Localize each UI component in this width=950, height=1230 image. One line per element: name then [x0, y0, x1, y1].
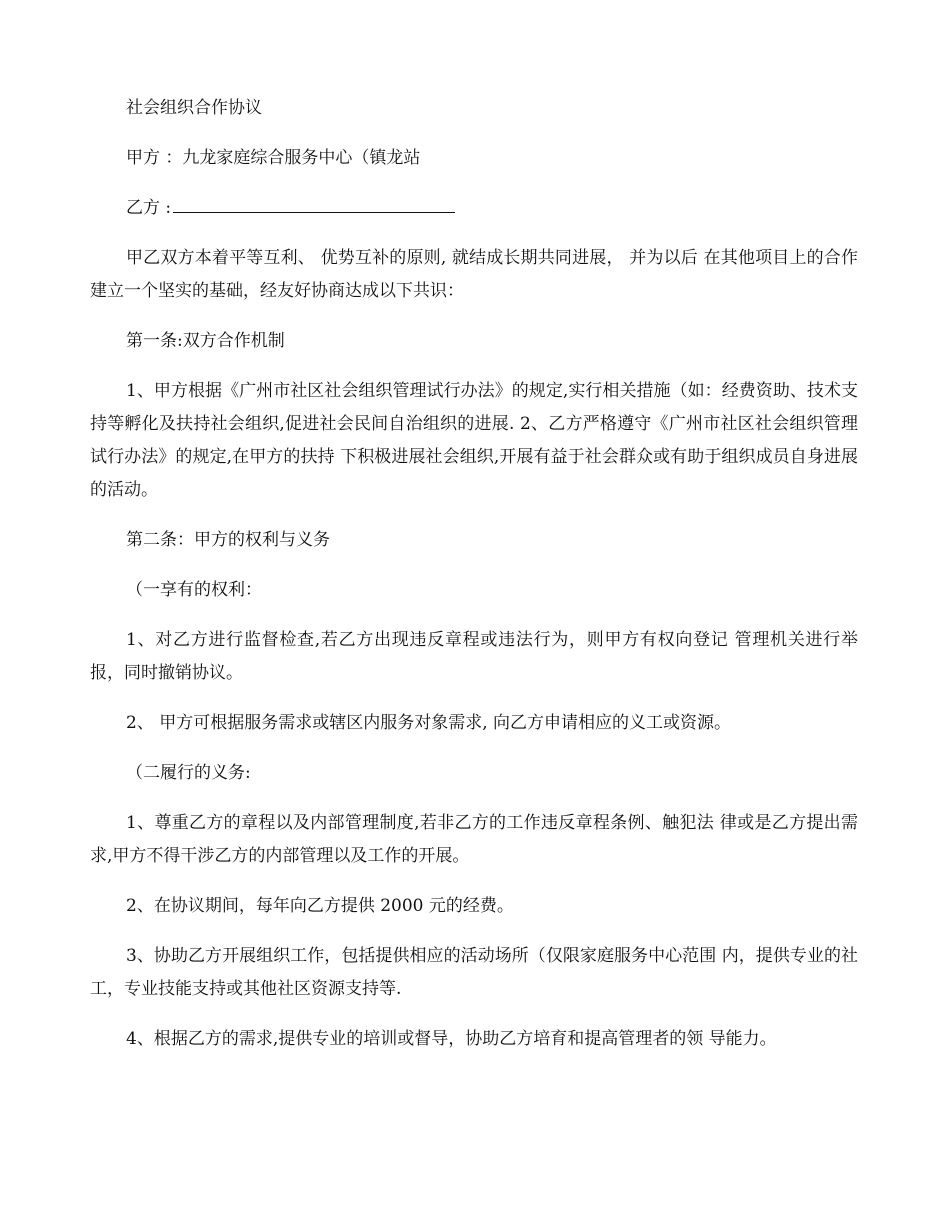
duty-item-2: 2、在协议期间，每年向乙方提供 2000 元的经费。: [126, 896, 514, 916]
intro-paragraph: 甲乙双方本着平等互利、 优势互补的原则, 就结成长期共同进展， 并为以后 在其他项目上的合作建立一个坚实的基础，经友好协商达成以下共识：: [90, 248, 858, 301]
document-body: [90, 92, 858, 1056]
party-b-line: [90, 192, 858, 225]
document-title: 社会组织合作协议: [126, 98, 262, 118]
duties-heading: （二履行的义务:: [126, 763, 251, 783]
right-item-1: 1、对乙方进行监督检查,若乙方出现违反章程或违法行为，则甲方有权向登记 管理机关进行举报，同时撤销协议。: [90, 630, 858, 683]
article1-body: 1、甲方根据《广州市社区社会组织管理试行办法》的规定,实行相关措施（如：经费资助、技术支持等孵化及扶持社会组织,促进社会民间自治组织的进展. 2、乙方严格遵守《广州市社区社会组织管理试行办法》的规定,在甲方的扶持 下积极进展社会组织,开展有益于社会群众或有助于组织成员自身进展的活动。: [90, 381, 858, 500]
duty-item-1: 1、尊重乙方的章程以及内部管理制度,若非乙方的工作违反章程条例、触犯法 律或是乙方提出需求,甲方不得干涉乙方的内部管理以及工作的开展。: [90, 813, 858, 866]
duty-item-4: 4、根据乙方的需求,提供专业的培训或督导，协助乙方培育和提高管理者的领 导能力。: [126, 1029, 777, 1049]
duty-item-3: 3、协助乙方开展组织工作，包括提供相应的活动场所（仅限家庭服务中心范围 内，提供专业的社工，专业技能支持或其他社区资源支持等.: [90, 946, 858, 999]
party-a-line: 甲方 ：九龙家庭综合服务中心（镇龙站: [126, 148, 421, 168]
party-b-blank-field: [173, 192, 455, 213]
right-item-2: 2、 甲方可根据服务需求或辖区内服务对象需求, 向乙方申请相应的义工或资源。: [126, 713, 732, 733]
rights-heading: （一享有的权利：: [126, 580, 262, 600]
article2-heading: 第二条：甲方的权利与义务: [126, 530, 330, 550]
party-b-label: 乙方 :: [126, 198, 172, 218]
article1-heading: 第一条:双方合作机制: [126, 331, 285, 351]
